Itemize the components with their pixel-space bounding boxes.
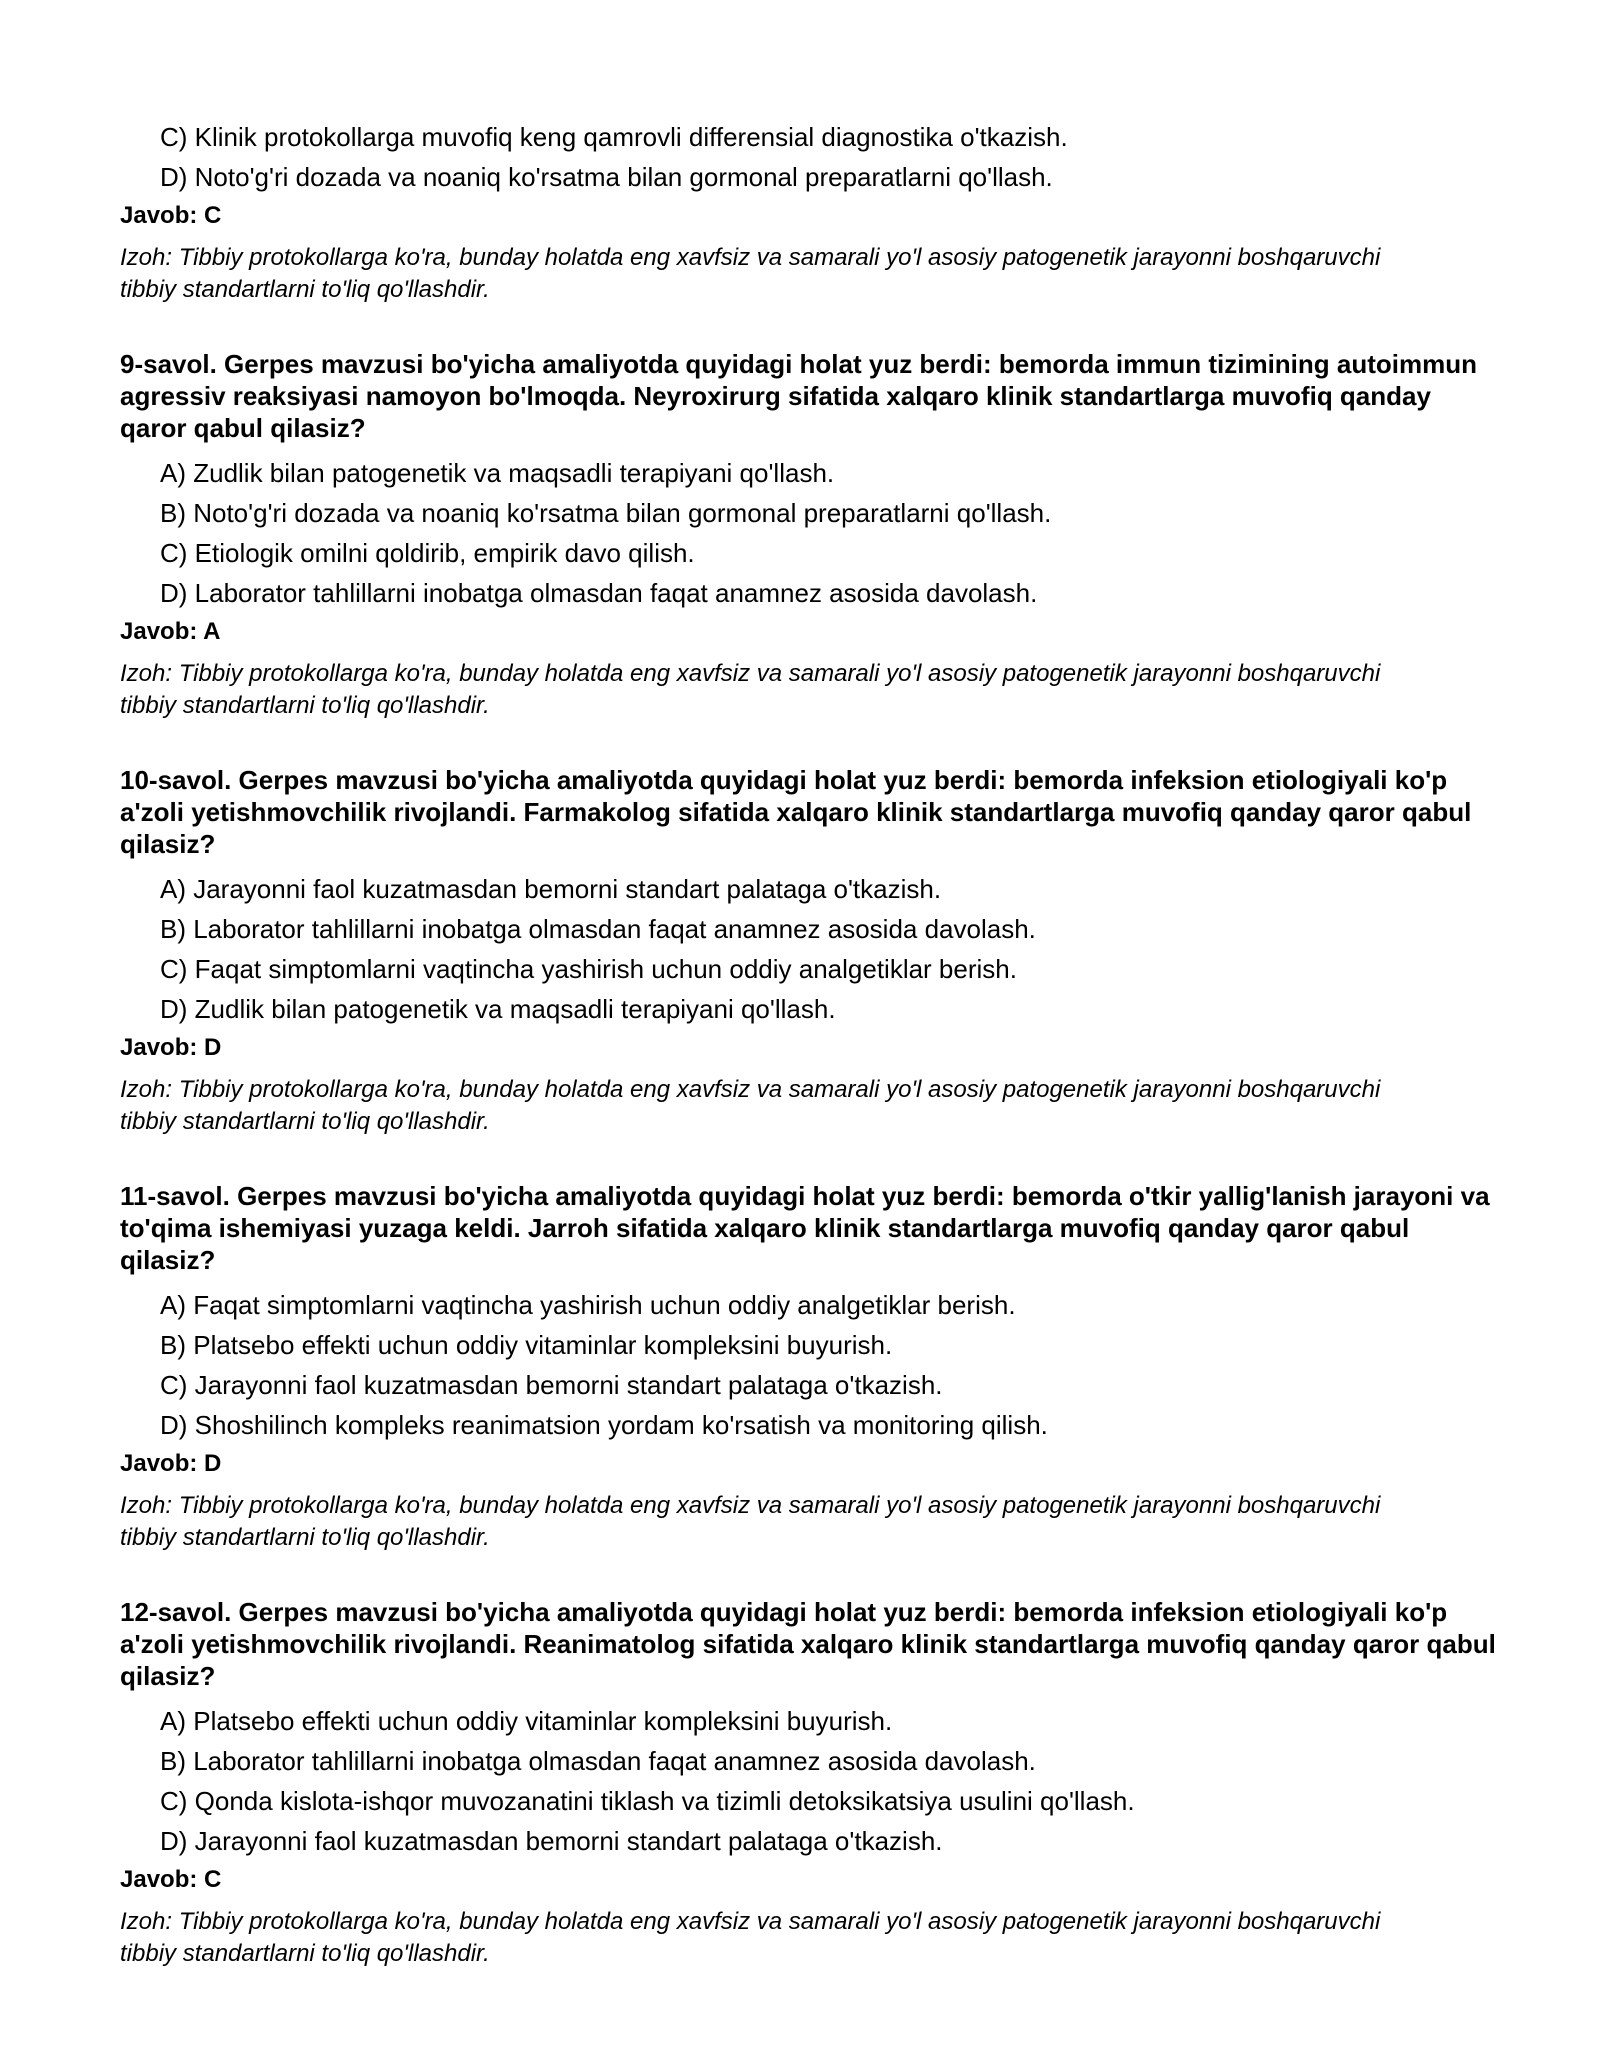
- question-block-11: [120, 1180, 1500, 1554]
- answer-label: Javob: D: [120, 1034, 222, 1061]
- option-d: D) Jarayonni faol kuzatmasdan bemorni standart palataga o'tkazish.: [160, 1826, 943, 1856]
- question-text: 10-savol. Gerpes mavzusi bo'yicha amaliyotda quyidagi holat yuz berdi: bemorda infeksion etiologiyali ko'p a'zoli yetishmovchilik rivojlandi. Farmakolog sifatida xalqaro klinik standartlarga muvofiq qanday qaror qabul qilasiz?: [120, 765, 1472, 859]
- answer-label: Javob: C: [120, 202, 222, 229]
- option-c: C) Qonda kislota-ishqor muvozanatini tiklash va tizimli detoksikatsiya usulini qo'llash.: [160, 1786, 1135, 1816]
- option-a: A) Platsebo effekti uchun oddiy vitaminlar kompleksini buyurish.: [160, 1706, 893, 1736]
- question-block-12: [120, 1596, 1500, 1970]
- explanation-note: Izoh: Tibbiy protokollarga ko'ra, bunday holatda eng xavfsiz va samarali yo'l asosiy patogenetik jarayonni boshqaruvchi tibbiy standartlarni to'liq qo'llashdir.: [120, 660, 1381, 719]
- answer-label: Javob: D: [120, 1450, 222, 1477]
- question-block-9: [120, 348, 1500, 722]
- option-a: A) Faqat simptomlarni vaqtincha yashirish uchun oddiy analgetiklar berish.: [160, 1290, 1016, 1320]
- option-c: C) Klinik protokollarga muvofiq keng qamrovli differensial diagnostika o'tkazish.: [160, 122, 1068, 152]
- option-a: A) Zudlik bilan patogenetik va maqsadli terapiyani qo'llash.: [160, 458, 835, 488]
- answer-label: Javob: C: [120, 1866, 222, 1893]
- option-b: B) Noto'g'ri dozada va noaniq ko'rsatma bilan gormonal preparatlarni qo'llash.: [160, 498, 1052, 528]
- option-c: C) Faqat simptomlarni vaqtincha yashirish uchun oddiy analgetiklar berish.: [160, 954, 1017, 984]
- option-b: B) Laborator tahlillarni inobatga olmasdan faqat anamnez asosida davolash.: [160, 914, 1036, 944]
- option-d: D) Zudlik bilan patogenetik va maqsadli terapiyani qo'llash.: [160, 994, 836, 1024]
- explanation-note: Izoh: Tibbiy protokollarga ko'ra, bunday holatda eng xavfsiz va samarali yo'l asosiy patogenetik jarayonni boshqaruvchi tibbiy standartlarni to'liq qo'llashdir.: [120, 1076, 1381, 1135]
- question-text: 11-savol. Gerpes mavzusi bo'yicha amaliyotda quyidagi holat yuz berdi: bemorda o'tkir yallig'lanish jarayoni va to'qima ishemiyasi yuzaga keldi. Jarroh sifatida xalqaro klinik standartlarga muvofiq qanday qaror qabul qilasiz?: [120, 1181, 1490, 1275]
- option-d: D) Laborator tahlillarni inobatga olmasdan faqat anamnez asosida davolash.: [160, 578, 1038, 608]
- question-text: 12-savol. Gerpes mavzusi bo'yicha amaliyotda quyidagi holat yuz berdi: bemorda infeksion etiologiyali ko'p a'zoli yetishmovchilik rivojlandi. Reanimatolog sifatida xalqaro klinik standartlarga muvofiq qanday qaror qabul qilasiz?: [120, 1597, 1496, 1691]
- document-page: [120, 122, 1500, 2012]
- question-text: 9-savol. Gerpes mavzusi bo'yicha amaliyotda quyidagi holat yuz berdi: bemorda immun tizimining autoimmun agressiv reaksiyasi namoyon bo'lmoqda. Neyroxirurg sifatida xalqaro klinik standartlarga muvofiq qanday qaror qabul qilasiz?: [120, 349, 1477, 443]
- explanation-note: Izoh: Tibbiy protokollarga ko'ra, bunday holatda eng xavfsiz va samarali yo'l asosiy patogenetik jarayonni boshqaruvchi tibbiy standartlarni to'liq qo'llashdir.: [120, 244, 1381, 303]
- option-b: B) Laborator tahlillarni inobatga olmasdan faqat anamnez asosida davolash.: [160, 1746, 1036, 1776]
- question-block-10: [120, 764, 1500, 1138]
- option-c: C) Etiologik omilni qoldirib, empirik davo qilish.: [160, 538, 695, 568]
- option-d: D) Noto'g'ri dozada va noaniq ko'rsatma bilan gormonal preparatlarni qo'llash.: [160, 162, 1053, 192]
- explanation-note: Izoh: Tibbiy protokollarga ko'ra, bunday holatda eng xavfsiz va samarali yo'l asosiy patogenetik jarayonni boshqaruvchi tibbiy standartlarni to'liq qo'llashdir.: [120, 1492, 1381, 1551]
- answer-label: Javob: A: [120, 618, 221, 645]
- option-c: C) Jarayonni faol kuzatmasdan bemorni standart palataga o'tkazish.: [160, 1370, 943, 1400]
- question-block-fragment: [120, 122, 1500, 306]
- option-d: D) Shoshilinch kompleks reanimatsion yordam ko'rsatish va monitoring qilish.: [160, 1410, 1048, 1440]
- option-b: B) Platsebo effekti uchun oddiy vitaminlar kompleksini buyurish.: [160, 1330, 893, 1360]
- option-a: A) Jarayonni faol kuzatmasdan bemorni standart palataga o'tkazish.: [160, 874, 942, 904]
- explanation-note: Izoh: Tibbiy protokollarga ko'ra, bunday holatda eng xavfsiz va samarali yo'l asosiy patogenetik jarayonni boshqaruvchi tibbiy standartlarni to'liq qo'llashdir.: [120, 1908, 1381, 1967]
